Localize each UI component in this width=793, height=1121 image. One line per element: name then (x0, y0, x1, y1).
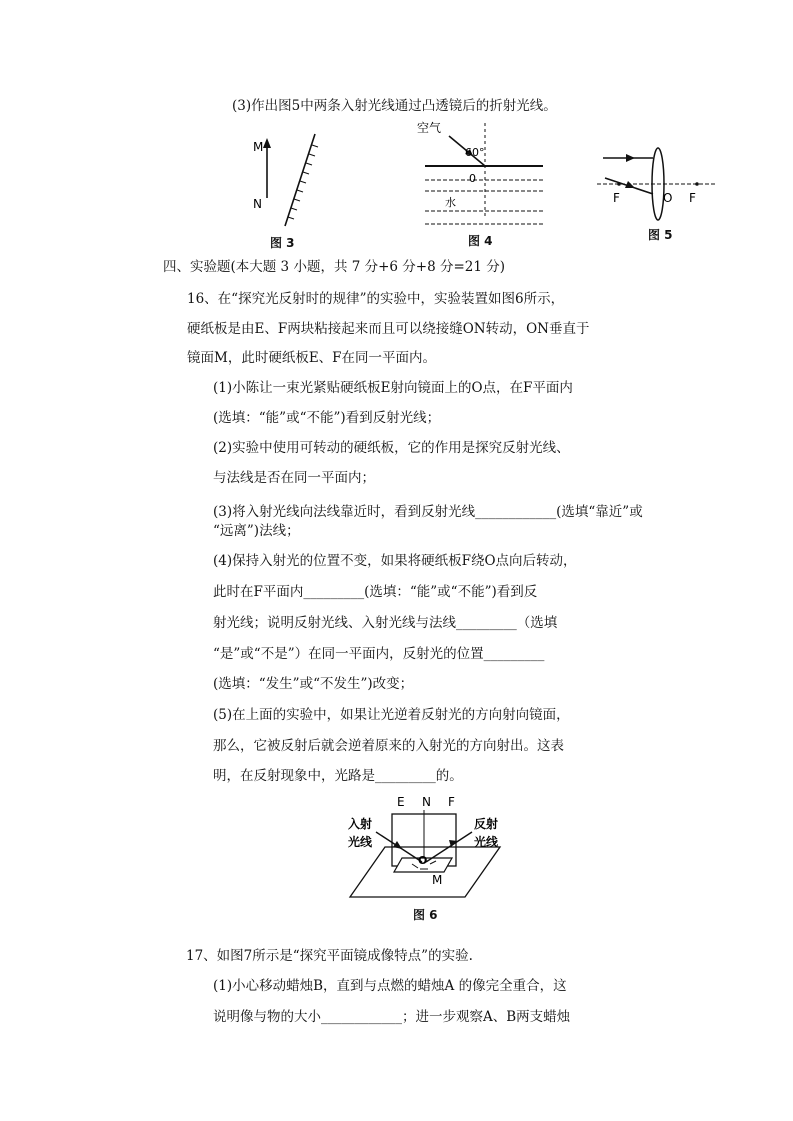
incident-ray-arrow (393, 841, 402, 849)
q16-part-5-line-3: 明，在反射现象中，光路是_________的。 (213, 768, 463, 784)
fig6-label-e: E (397, 795, 405, 809)
fig6-label-m: M (432, 873, 443, 887)
fig4-label-air: 空气 (417, 121, 442, 135)
fig3-label-n: N (253, 197, 262, 211)
figure-5-convex-lens (595, 140, 720, 225)
q16-part-1-line-2: (选填：“能”或“不能”)看到反射光线； (213, 410, 441, 426)
q16-intro-line-3: 镜面M，此时硬纸板E、F在同一平面内。 (187, 350, 437, 366)
q16-intro-line-1: 16、在“探究光反射时的规律”的实验中，实验装置如图6所示， (187, 291, 565, 307)
q16-part-3-line-2: “远离”)法线； (213, 523, 300, 539)
ray-parallel-arrow (626, 154, 635, 162)
fig4-label-angle: 60° (465, 146, 485, 159)
arrow-head (263, 138, 271, 148)
figure-4-caption: 图 4 (468, 234, 493, 248)
figure-3-caption: 图 3 (270, 236, 295, 250)
q16-part-4-line-1: (4)保持入射光的位置不变，如果将硬纸板F绕O点向后转动， (213, 553, 577, 569)
right-focus-point (695, 182, 699, 186)
q16-intro-line-2: 硬纸板是由E、F两块粘接起来而且可以绕接缝ON转动，ON垂直于 (187, 321, 590, 337)
figure-6-reflection-apparatus (340, 792, 505, 904)
fig5-label-f-right: F (689, 191, 696, 205)
q16-part-1-line-1: (1)小陈让一束光紧贴硬纸板E射向镜面上的O点，在F平面内 (213, 380, 573, 396)
q16-part-2-line-2: 与法线是否在同一平面内； (213, 470, 375, 486)
q16-part-4-line-4: “是”或“不是”）在同一平面内，反射光的位置_________ (213, 646, 545, 662)
q16-part-5-line-2: 那么，它被反射后就会逆着原来的入射光的方向射出。这表 (213, 738, 564, 754)
q16-part-5-line-1: (5)在上面的实验中，如果让光逆着反射光的方向射向镜面， (213, 707, 570, 723)
q17-intro: 17、如图7所示是“探究平面镜成像特点”的实验. (186, 948, 473, 964)
fig5-label-f-left: F (613, 191, 620, 205)
mirror-hatching (288, 145, 318, 219)
question-15-part-3: (3)作出图5中两条入射光线通过凸透镜后的折射光线。 (232, 98, 557, 114)
section-4-heading: 四、实验题(本大题 3 小题，共 7 分+6 分+8 分=21 分) (163, 259, 506, 275)
figure-5-caption: 图 5 (648, 228, 673, 242)
fig6-label-n: N (422, 795, 431, 809)
figure-6-caption: 图 6 (413, 908, 438, 922)
fig6-label-reflected-2: 光线 (474, 835, 499, 849)
q16-part-4-line-2: 此时在F平面内_________(选填：“能”或“不能”)看到反 (213, 584, 538, 600)
fig6-label-f: F (448, 795, 455, 809)
plane-mirror (285, 134, 315, 226)
q16-part-4-line-3: 射光线；说明反射光线、入射光线与法线_________（选填 (213, 615, 558, 631)
fig6-label-reflected-1: 反射 (474, 817, 499, 831)
fig6-label-incident-2: 光线 (348, 835, 373, 849)
q17-part-1-line-2: 说明像与物的大小____________；进一步观察A、B两支蜡烛 (213, 1009, 571, 1025)
q17-part-1-line-1: (1)小心移动蜡烛B，直到与点燃的蜡烛A 的像完全重合，这 (213, 978, 567, 994)
fig4-label-water: 水 (445, 196, 456, 209)
q16-part-3-line-1: (3)将入射光线向法线靠近时，看到反射光线____________(选填“靠近”或 (213, 504, 643, 520)
figure-3-mirror (245, 130, 325, 235)
fig6-label-o: O (418, 854, 428, 867)
q16-part-4-line-5: (选填：“发生”或“不发生”)改变； (213, 676, 414, 692)
fig4-label-o: 0 (469, 172, 476, 185)
fig3-label-m: M (253, 140, 264, 154)
fig6-label-incident-1: 入射 (348, 817, 373, 831)
figure-4-refraction (415, 118, 550, 233)
left-focus-point (617, 182, 621, 186)
fig5-label-o: O (663, 191, 673, 205)
q16-part-2-line-1: (2)实验中使用可转动的硬纸板，它的作用是探究反射光线、 (213, 440, 570, 456)
